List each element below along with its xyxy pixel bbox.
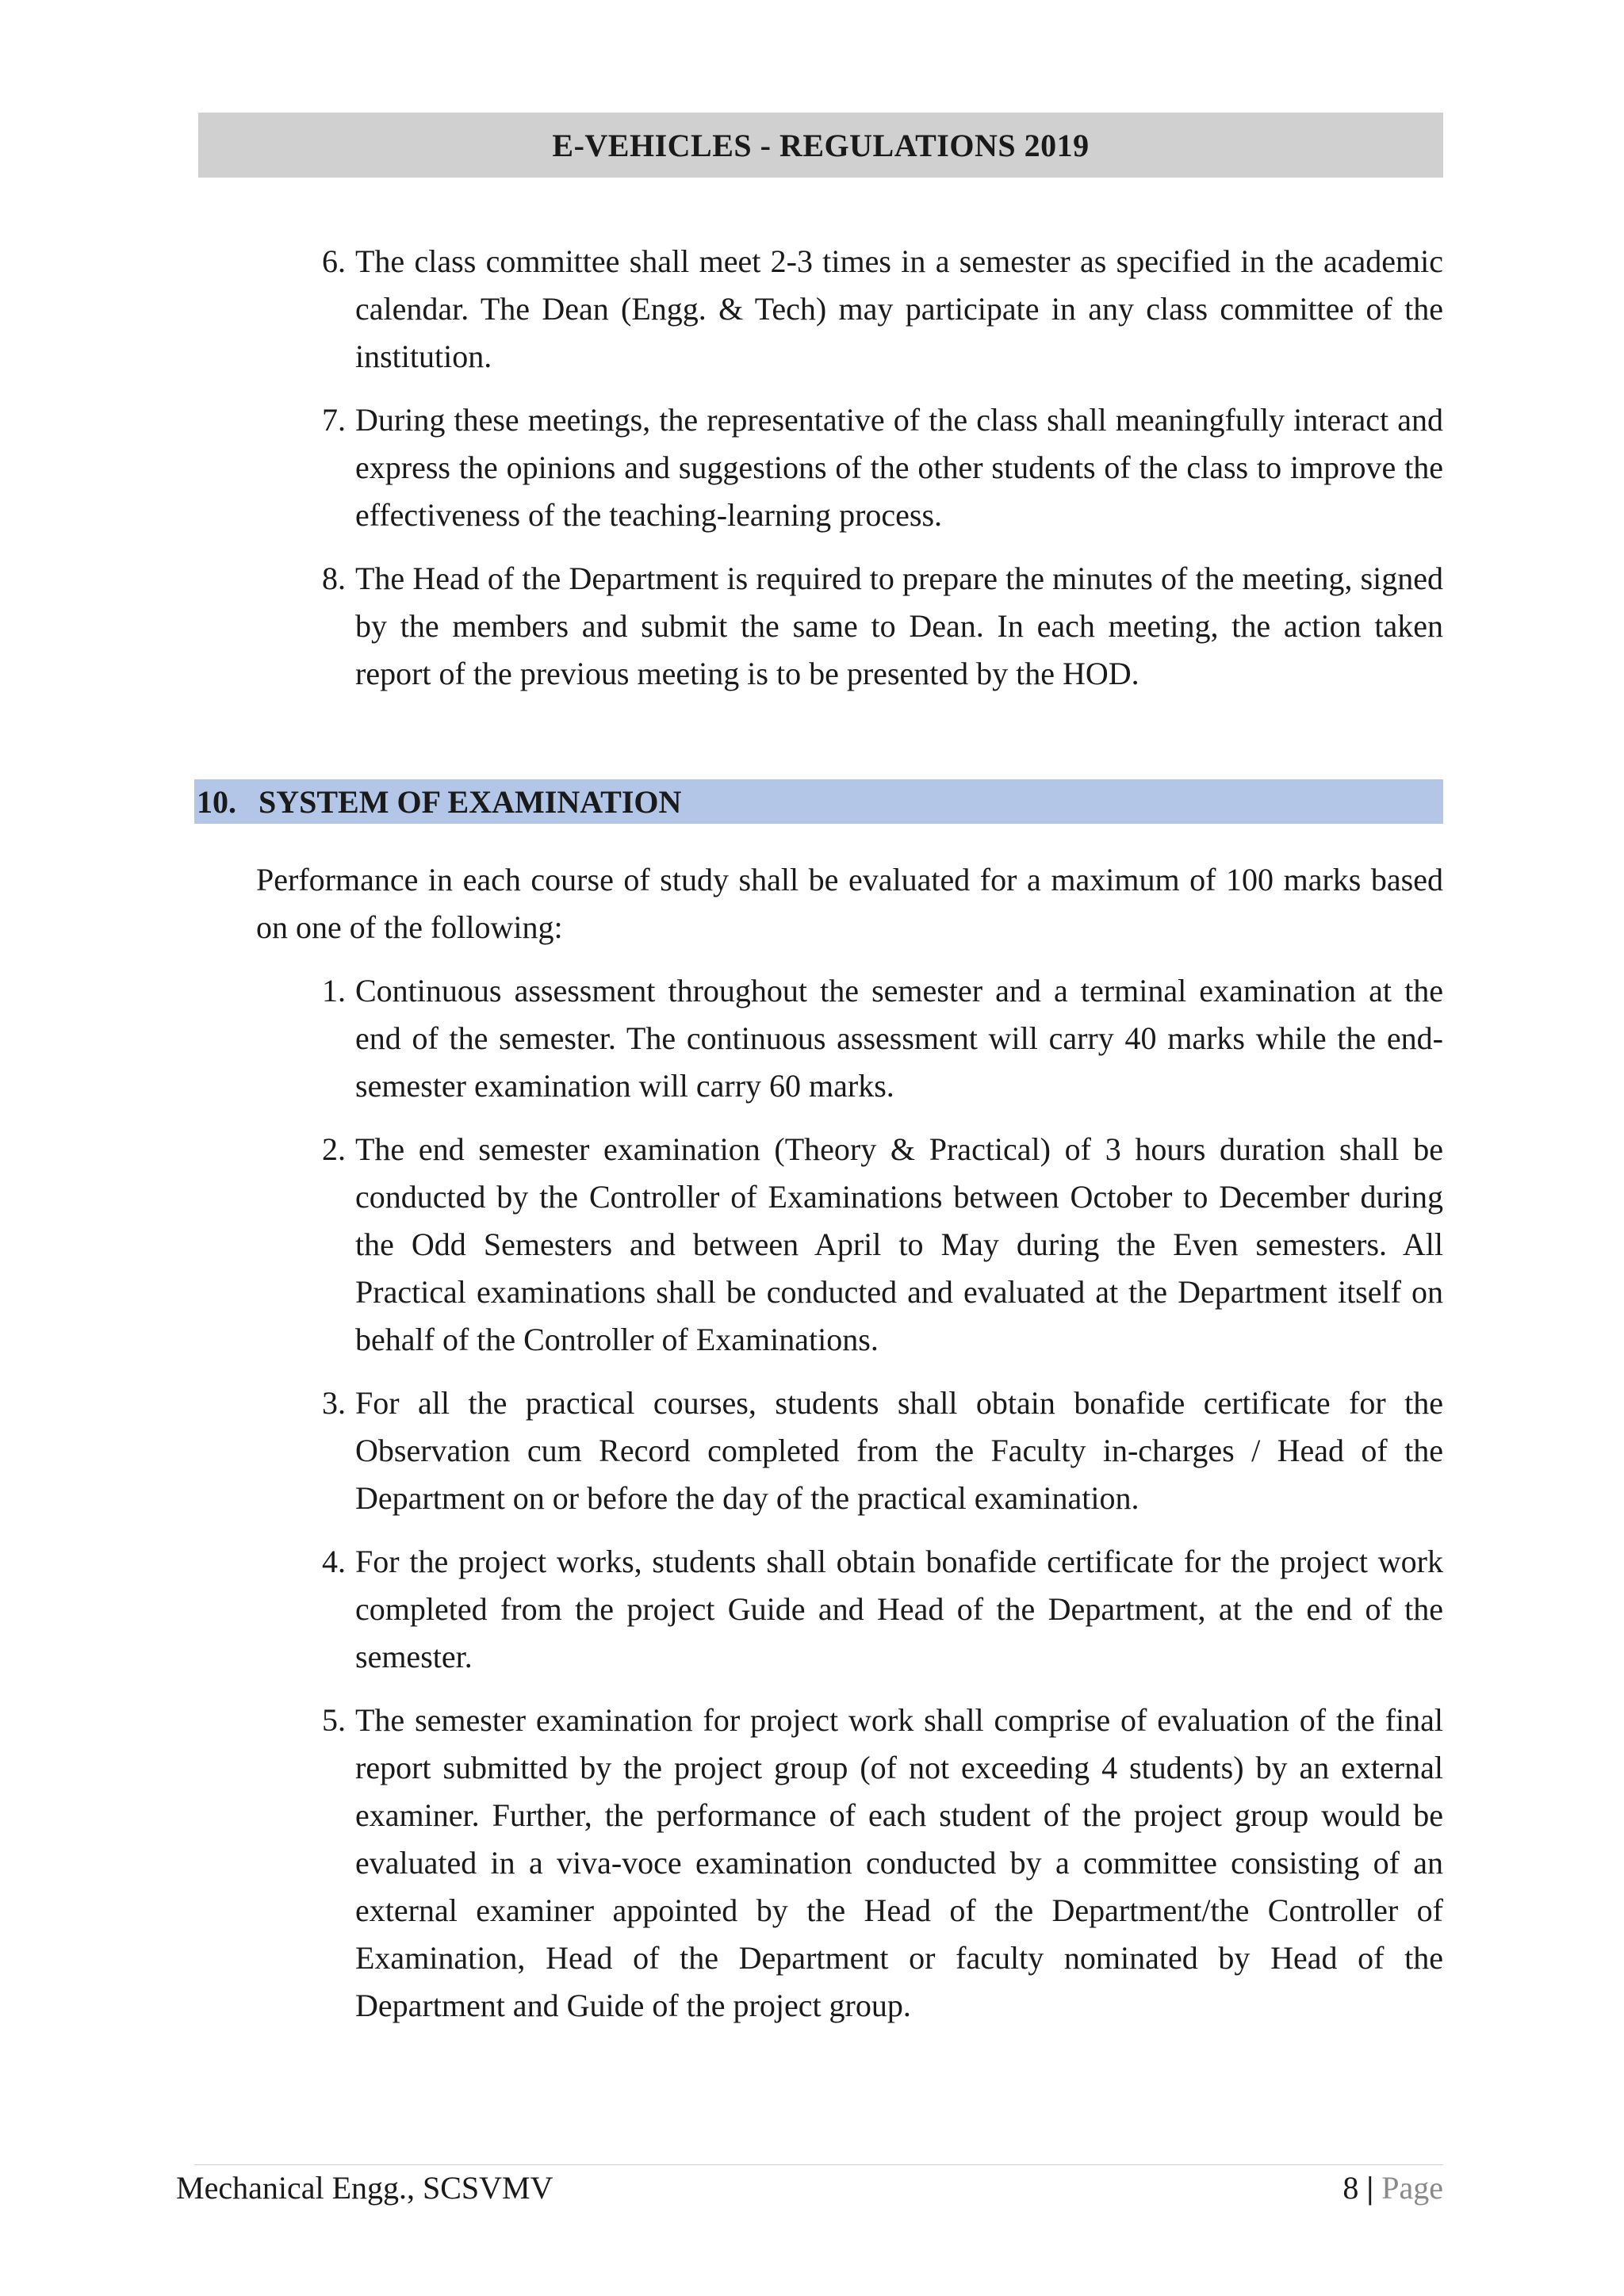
- item-number: 8.: [322, 561, 346, 596]
- item-text: The semester examination for project work shall comprise of evaluation of the final report submitted by the project group (of not exceeding 4 students) by an external examiner. Further, the performance of each student of the project group would be evaluated in a viva-voce examination conducted by a committee consisting of an external examiner appointed by the Head of the Department/the Controller of Examination, Head of the Department or faculty nominated by Head of the Department and Guide of the project group.: [355, 1702, 1443, 2023]
- item-text: During these meetings, the representative of the class shall meaningfully interact and express the opinions and suggestions of the other students of the class to improve the effectiveness of the teaching-learning process.: [355, 402, 1443, 533]
- header-title: E-VEHICLES - REGULATIONS 2019: [552, 127, 1090, 163]
- item-number: 2.: [322, 1131, 346, 1167]
- footer-page-indicator: [1342, 2169, 1443, 2206]
- examination-rules-list: [301, 967, 1443, 2030]
- list-item: [301, 1538, 1443, 1681]
- footer-divider: [194, 2164, 1443, 2165]
- item-text: For all the practical courses, students shall obtain bonafide certificate for the Observation cum Record completed from the Faculty in-charges / Head of the Department on or before the day of the practical examination.: [355, 1385, 1443, 1516]
- item-number: 6.: [322, 243, 346, 279]
- section-number: 10.: [197, 783, 236, 820]
- list-item: [301, 967, 1443, 1110]
- committee-rules-list: [301, 238, 1443, 698]
- section-intro: Performance in each course of study shall be evaluated for a maximum of 100 marks based on one of the following:: [256, 862, 1443, 945]
- section-heading: [194, 779, 1443, 824]
- item-text: Continuous assessment throughout the semester and a terminal examination at the end of the semester. The continuous assessment will carry 40 marks while the end-semester examination will carry 60 marks.: [355, 973, 1443, 1104]
- item-number: 5.: [322, 1702, 346, 1738]
- list-item: [301, 1380, 1443, 1522]
- item-number: 3.: [322, 1385, 346, 1421]
- item-text: The class committee shall meet 2-3 times in a semester as specified in the academic calendar. The Dean (Engg. & Tech) may participate in any class committee of the institution.: [355, 243, 1443, 374]
- running-header: [198, 113, 1443, 178]
- item-text: For the project works, students shall obtain bonafide certificate for the project work completed from the project Guide and Head of the Department, at the end of the semester.: [355, 1544, 1443, 1674]
- list-item: [301, 555, 1443, 698]
- section-title: SYSTEM OF EXAMINATION: [259, 783, 682, 820]
- item-number: 1.: [322, 973, 346, 1008]
- item-number: 4.: [322, 1544, 346, 1579]
- item-number: 7.: [322, 402, 346, 438]
- page-separator: |: [1366, 2170, 1374, 2206]
- page-label: Page: [1381, 2170, 1443, 2206]
- item-text: The end semester examination (Theory & Practical) of 3 hours duration shall be conducted by the Controller of Examinations between October to December during the Odd Semesters and between April to May during the Even semesters. All Practical examinations shall be conducted and evaluated at the Department itself on behalf of the Controller of Examinations.: [355, 1131, 1443, 1357]
- footer-department: Mechanical Engg., SCSVMV: [176, 2170, 553, 2206]
- list-item: [301, 1697, 1443, 2030]
- list-item: [301, 238, 1443, 381]
- page-number: 8: [1342, 2170, 1359, 2206]
- list-item: [301, 396, 1443, 539]
- item-text: The Head of the Department is required to prepare the minutes of the meeting, signed by the members and submit the same to Dean. In each meeting, the action taken report of the previous meeting is to be presented by the HOD.: [355, 561, 1443, 691]
- list-item: [301, 1126, 1443, 1364]
